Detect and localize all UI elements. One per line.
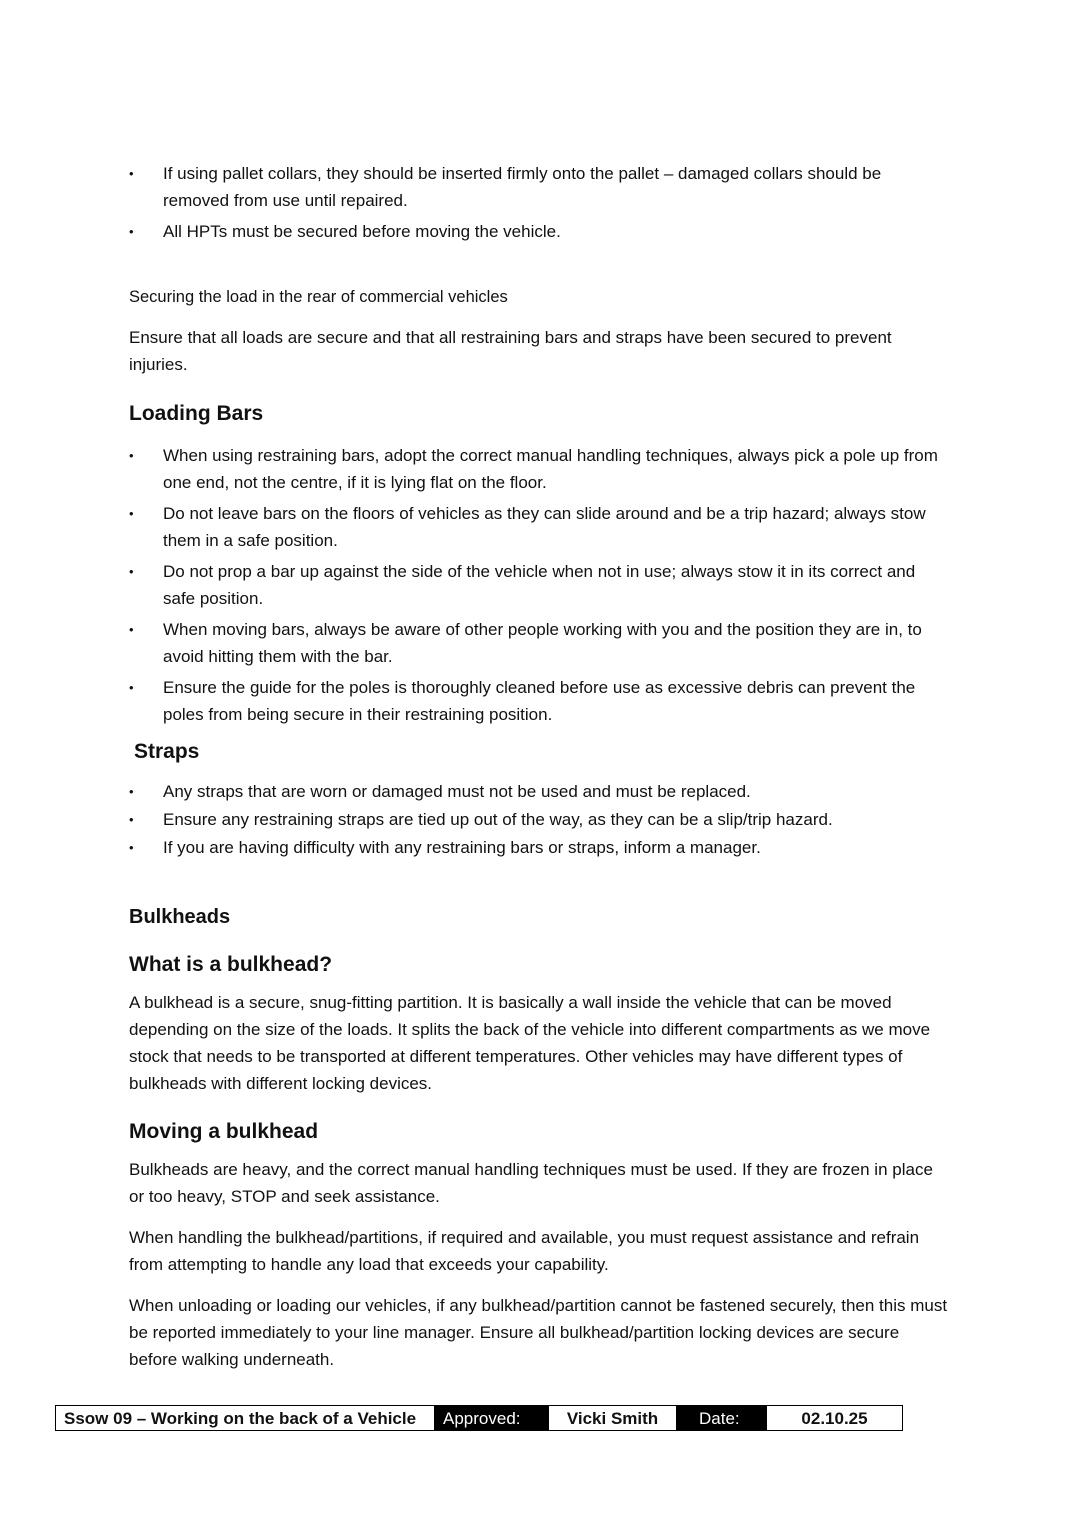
bullet-icon: • bbox=[129, 784, 134, 799]
list-item: • When moving bars, always be aware of other people working with you and the position they are in, to avoid hitting them with the bar. bbox=[129, 616, 949, 670]
moving-paragraph-3: When unloading or loading our vehicles, if any bulkhead/partition cannot be fastened securely, then this must be reported immediately to your line manager. Ensure all bulkhead/partition locking devices are secure before walking underneath. bbox=[129, 1296, 948, 1369]
list-item: • When using restraining bars, adopt the correct manual handling techniques, always pick a pole up from one end, not the centre, if it is lying flat on the floor. bbox=[129, 442, 949, 496]
moving-paragraph-2: When handling the bulkhead/partitions, if required and available, you must request assistance and refrain from attempting to handle any load that exceeds your capability. bbox=[129, 1228, 920, 1274]
securing-title: Securing the load in the rear of commercial vehicles bbox=[129, 288, 508, 306]
bullet-icon: • bbox=[129, 680, 134, 695]
bullet-icon: • bbox=[129, 622, 134, 637]
list-item: • Ensure any restraining straps are tied up out of the way, as they can be a slip/trip hazard. bbox=[129, 806, 949, 833]
list-item: • Ensure the guide for the poles is thoroughly cleaned before use as excessive debris can prevent the poles from being secure in their restraining position. bbox=[129, 674, 949, 728]
what-is-bulkhead-text: A bulkhead is a secure, snug-fitting partition. It is basically a wall inside the vehicle that can be moved depending on the size of the loads. It splits the back of the vehicle into different compartments as we move stock that needs to be transported at different temperatures. Other vehicles may have different types of bulkheads with different locking devices. bbox=[129, 993, 931, 1093]
straps-list bbox=[129, 778, 949, 861]
list-item: • If using pallet collars, they should be inserted firmly onto the pallet – damaged collars should be removed from use until repaired. bbox=[129, 160, 949, 214]
footer-approver: Vicki Smith bbox=[549, 1406, 677, 1430]
bullet-icon: • bbox=[129, 840, 134, 855]
list-item: • Any straps that are worn or damaged must not be used and must be replaced. bbox=[129, 778, 949, 805]
document-body bbox=[129, 160, 949, 1373]
moving-bulkhead-heading: Moving a bulkhead bbox=[129, 1120, 319, 1143]
securing-text: Ensure that all loads are secure and that all restraining bars and straps have been secured to prevent injuries. bbox=[129, 328, 892, 374]
moving-paragraph-1: Bulkheads are heavy, and the correct manual handling techniques must be used. If they are frozen in place or too heavy, STOP and seek assistance. bbox=[129, 1160, 933, 1206]
straps-heading: Straps bbox=[134, 740, 200, 763]
bullet-icon: • bbox=[129, 812, 134, 827]
bullet-icon: • bbox=[129, 224, 134, 239]
list-item: • Do not prop a bar up against the side of the vehicle when not in use; always stow it in its correct and safe position. bbox=[129, 558, 949, 612]
bulkheads-heading: Bulkheads bbox=[129, 906, 231, 928]
intro-bullet-list bbox=[129, 160, 949, 245]
bullet-icon: • bbox=[129, 166, 134, 181]
loading-bars-list bbox=[129, 442, 949, 728]
bullet-icon: • bbox=[129, 564, 134, 579]
document-footer-table bbox=[55, 1405, 903, 1431]
list-item: • If you are having difficulty with any restraining bars or straps, inform a manager. bbox=[129, 834, 949, 861]
footer-date-label: Date: bbox=[677, 1406, 767, 1430]
footer-approved-label: Approved: bbox=[434, 1406, 549, 1430]
footer-doc-title: Ssow 09 – Working on the back of a Vehicle bbox=[64, 1409, 417, 1428]
list-item: • Do not leave bars on the floors of vehicles as they can slide around and be a trip hazard; always stow them in a safe position. bbox=[129, 500, 949, 554]
list-item: • All HPTs must be secured before moving the vehicle. bbox=[129, 218, 949, 245]
bullet-icon: • bbox=[129, 448, 134, 463]
loading-bars-heading: Loading Bars bbox=[129, 402, 264, 425]
what-is-bulkhead-heading: What is a bulkhead? bbox=[129, 953, 333, 976]
bullet-icon: • bbox=[129, 506, 134, 521]
footer-date: 02.10.25 bbox=[801, 1409, 868, 1428]
